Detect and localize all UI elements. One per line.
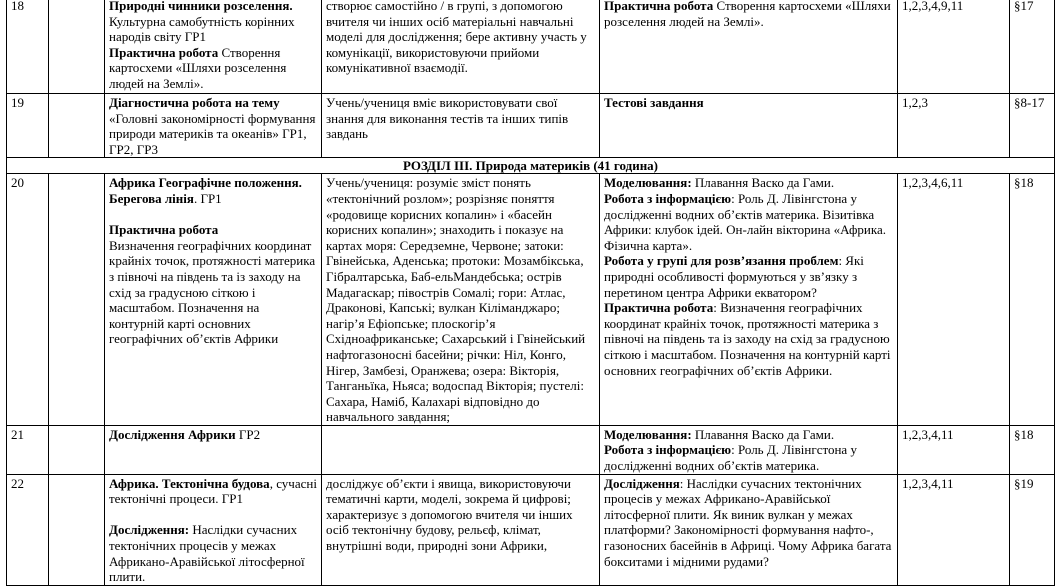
line-text: «Головні закономірності формування природи материків та океанів» ГР1, ГР2, ГР3 [109,110,316,157]
table-row [7,174,1055,426]
textbook-paragraph: §17 [1010,0,1055,94]
line-text: : Визначення географічних координат крайніх точок, протяжності материка з півночі на південь та із заходу на схід за градусною сіткою і масштабом. Позначення на контурній карті основних географічних об’єктів Африки. [604,300,891,378]
section-title: РОЗДІЛ ІІІ. Природа материків (41 година) [7,158,1055,174]
bold-lead: Моделювання: [604,426,692,442]
text-line [604,191,893,253]
line-text: , сучасні тектонічні процеси. ГР1 [109,475,317,507]
line-text: Визначення географічних координат крайніх точок, протяжності материка з півночі на південь та із заходу на схід за градусною сіткою і масштабом. Позначення на контурній карті основних географічних об’єктів Африки [109,237,316,347]
text-line [109,45,317,92]
text-line [604,442,893,473]
text-line [109,222,317,238]
textbook-paragraph: §18 [1010,425,1055,474]
hours-cell [49,474,105,585]
expected-results [322,425,600,474]
text-line [604,427,893,443]
lesson-number: 18 [7,0,49,94]
line-text: : Роль Д. Лівінгстона у дослідженні водних об’єктів материка. [604,442,857,474]
lesson-topic [105,94,322,158]
learning-activity [600,474,898,585]
hours-cell [49,0,105,94]
line-text: : Роль Д. Лівінгстона у дослідженні водних об’єктів материка. Візитівка Африки: клубок ідей. Он-лайн вікторина «Африка. Фізична карта». [604,190,887,253]
expected-results: Учень/учениця: розуміє зміст понять «тектонічний розлом»; розрізняє поняття «родовище корисних копалин» і «басейн корисних копалин»; знаходить і показує на картах моря: Середземне, Червоне; затоки: Гвінейська, Аденська; протоки: Мозамбікська, Гібралтарська, Баб-ельМандебська; острів Мадагаскар; півострів Сомалі; гори: Атлас, Драконові, Капські; вулкан Кіліманджаро; нагір’я Ефіопське; плоскогір’я Східноафриканське; Сахарський і Гвінейський нафтогазоносні басейни; річки: Ніл, Конго, Нігер, Замбезі, Оранжева; озера: Вікторія, Танганьїка, Ньяса; водоспад Вікторія; пустелі: Сахара, Наміб, Калахарі відповідно до навчального завдання; [322,174,600,426]
table-row [7,425,1055,474]
expected-results: досліджує об’єкти і явища, використовуючи тематичні карти, моделі, зокрема й цифрові; характеризує з допомогою вчителя чи інших осіб тектонічну будову, рельєф, клімат, внутрішні води, природні зони Африки, [322,474,600,585]
competencies: 1,2,3,4,11 [898,474,1010,585]
bold-lead: Робота з інформацією [604,442,732,458]
text-line [109,14,317,45]
table-row [7,94,1055,158]
bold-lead: Практична робота [604,0,714,13]
text-line [604,476,893,570]
expected-results: створює самостійно / в групі, з допомогою вчителя чи інших осіб матеріальні навчальні моделі для дослідження; бере активну участь у комунікації, використовуючи прийоми комунікативної взаємодії. [322,0,600,94]
bold-lead: Практична робота [604,300,714,316]
textbook-paragraph: §19 [1010,474,1055,585]
lesson-topic [105,174,322,426]
learning-activity [600,94,898,158]
text-line [109,238,317,347]
text-line [109,175,317,206]
text-line [109,427,317,443]
hours-cell [49,425,105,474]
section-row [7,158,1055,174]
learning-activity [600,174,898,426]
lesson-plan-table [6,0,1055,586]
hours-cell [49,174,105,426]
competencies: 1,2,3,4,6,11 [898,174,1010,426]
line-text: Плавання Васко да Гами. [691,175,835,191]
bold-lead: Природні чинники розселення. [109,0,293,13]
line-text: ГР2 [235,426,261,442]
text-line [604,253,893,300]
hours-cell [49,94,105,158]
text-line [109,95,317,157]
line-text: Створення картосхеми «Шляхи розселення людей на Землі». [604,0,891,29]
line-text: Створення картосхеми «Шляхи розселення людей на Землі». [109,44,287,91]
line-text: Культурна самобутність корінних народів світу ГР1 [109,13,295,45]
expected-results: Учень/учениця вміє використовувати свої знання для виконання тестів та інших типів завдань [322,94,600,158]
line-text: Плавання Васко да Гами. [691,426,835,442]
competencies: 1,2,3,4,11 [898,425,1010,474]
competencies: 1,2,3 [898,94,1010,158]
bold-lead: Африка Географічне положення. Берегова лінія [109,175,302,206]
bold-lead: Робота з інформацією [604,190,732,206]
bold-lead: Дослідження [604,475,680,491]
line-text: : Які природні особливості формуються у зв’язку з перетином центра Африки екватором? [604,253,864,300]
bold-lead: Африка. Тектонічна будова [109,475,270,491]
text-line [604,300,893,378]
table-row [7,0,1055,94]
bold-lead: Дослідження Африки [109,426,236,442]
bold-lead: Робота у групі для розв’язання проблем [604,253,839,269]
lesson-number: 22 [7,474,49,585]
text-line [109,522,317,584]
bold-lead: Тестові завдання [604,95,704,110]
lesson-topic [105,425,322,474]
lesson-topic [105,474,322,585]
lesson-topic [105,0,322,94]
learning-activity [600,425,898,474]
text-line [604,0,893,29]
blank-line [109,507,317,523]
line-text: Наслідки сучасних тектонічних процесів у межах Африкано-Аравійської літосферної плити. [109,522,305,585]
bold-lead: Дослідження: [109,522,190,538]
textbook-paragraph: §8-17 [1010,94,1055,158]
text-line [109,476,317,507]
textbook-paragraph: §18 [1010,174,1055,426]
line-text: . ГР1 [193,190,222,206]
competencies: 1,2,3,4,9,11 [898,0,1010,94]
bold-lead: Практична робота [109,222,219,238]
learning-activity [600,0,898,94]
table-row [7,474,1055,585]
text-line [604,175,893,191]
blank-line [109,207,317,223]
bold-lead: Моделювання: [604,175,692,191]
bold-lead: Діагностична робота на тему [109,95,280,110]
lesson-number: 19 [7,94,49,158]
text-line [604,95,893,111]
lesson-plan-body [7,0,1055,585]
line-text: : Наслідки сучасних тектонічних процесів у межах Африкано-Аравійської літосферної плити. Як виник вулкан у межах платформи? Закономірності формування нафто-, газоносних басейнів в Африці. Чому Африка багата бокситами і мідними рудами? [604,475,892,569]
lesson-number: 21 [7,425,49,474]
text-line [109,0,317,14]
lesson-number: 20 [7,174,49,426]
bold-lead: Практична робота [109,44,219,60]
